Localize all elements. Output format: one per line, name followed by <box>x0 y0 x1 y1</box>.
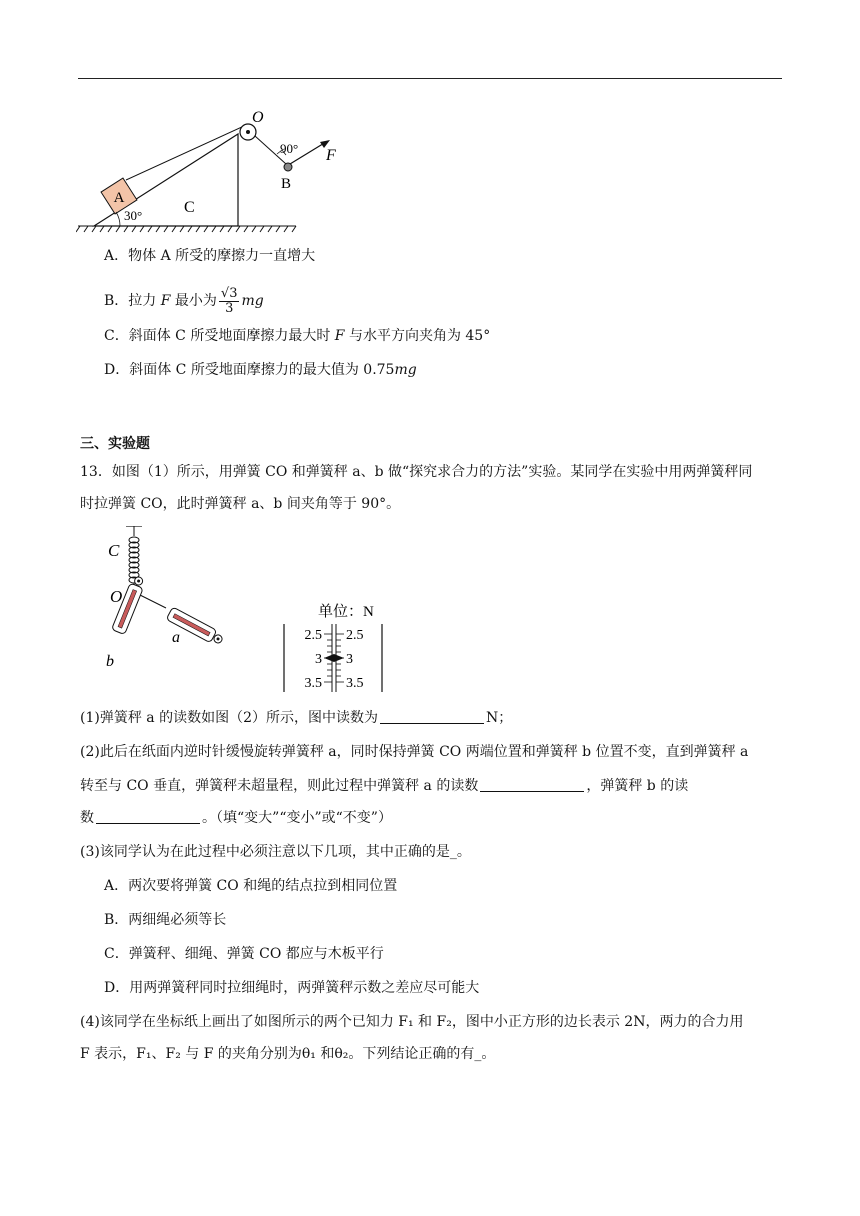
tick-right-2-5: 2.5 <box>346 628 364 643</box>
q12-option-d: D．斜面体 C 所受地面摩擦力的最大值为 0.75mg <box>104 362 417 378</box>
answer-blank-3[interactable] <box>96 809 200 824</box>
q13-sub2-line2: 转至与 CO 垂直，弹簧秤未超量程，则此过程中弹簧秤 a 的读数 ，弹簧秤 b 的读 <box>80 778 689 794</box>
incline-pulley-figure <box>76 104 376 236</box>
q13-sub4-line1: (4)该同学在坐标纸上画出了如图所示的两个已知力 F₁ 和 F₂，图中小正方形的边长表示 2N，两力的合力用 <box>80 1014 744 1030</box>
label-angle-90: 90° <box>280 141 299 156</box>
fraction-sqrt3-over-3: $\frac{√3}{3}$ <box>220 285 238 316</box>
tick-left-3-5: 3.5 <box>304 676 322 691</box>
q13-sub3-option-d: D．用两弹簧秤同时拉细绳时，两弹簧秤示数之差应尽可能大 <box>104 980 480 996</box>
tick-right-3-5: 3.5 <box>346 676 364 691</box>
pointer <box>324 654 344 662</box>
unit-label: 单位：N <box>318 604 374 620</box>
q13-sub3-option-c: C．弹簧秤、细绳、弹簧 CO 都应与木板平行 <box>104 946 384 962</box>
label-o: O <box>252 109 264 126</box>
fig1-label-a: a <box>172 629 180 646</box>
label-c: C <box>184 199 195 216</box>
label-b: B <box>281 176 292 192</box>
scale-reading-figure <box>280 600 390 696</box>
q13-sub3-stem: (3)该同学认为在此过程中必须注意以下几项，其中正确的是_。 <box>80 844 471 860</box>
ground-hatching <box>76 226 296 232</box>
spring-scales-figure <box>74 526 234 696</box>
tick-right-3: 3 <box>346 652 353 667</box>
fig1-label-b: b <box>106 653 114 670</box>
fig1-label-c: C <box>108 541 120 560</box>
q13-sub3-option-a: A．两次要将弹簧 CO 和绳的结点拉到相同位置 <box>104 878 398 894</box>
answer-blank-2[interactable] <box>480 777 584 792</box>
fig1-label-o: O <box>110 587 123 606</box>
spring-co <box>129 537 139 583</box>
q12-option-b: B．拉力 F 最小为 $\frac{√3}{3}$ mg <box>104 285 264 316</box>
q12-option-a: A．物体 A 所受的摩擦力一直增大 <box>104 248 316 264</box>
answer-blank-1[interactable] <box>380 709 484 724</box>
section-title: 三、实验题 <box>80 436 150 452</box>
q13-sub3-option-b: B．两细绳必须等长 <box>104 912 227 928</box>
q12-option-c: C．斜面体 C 所受地面摩擦力最大时 F 与水平方向夹角为 45° <box>104 328 491 344</box>
header-rule <box>78 78 782 79</box>
q13-stem-line1: 13．如图（1）所示，用弹簧 CO 和弹簧秤 a、b 做“探究求合力的方法”实验。某同学在实验中用两弹簧秤同 <box>80 464 753 480</box>
rope-a-to-pulley <box>126 126 244 180</box>
label-a: A <box>113 190 125 206</box>
tick-left-2-5: 2.5 <box>304 628 322 643</box>
label-f: F <box>326 147 336 164</box>
q13-sub2-line3: 数 。（填“变大”“变小”或“不变”） <box>80 810 392 826</box>
q13-sub1: (1)弹簧秤 a 的读数如图（2）所示，图中读数为 N； <box>80 710 513 726</box>
q13-sub4-line2: F 表示，F₁、F₂ 与 F 的夹角分别为θ₁ 和θ₂。下列结论正确的有_。 <box>80 1046 496 1062</box>
tick-left-3: 3 <box>315 652 322 667</box>
q13-stem-line2: 时拉弹簧 CO，此时弹簧秤 a、b 间夹角等于 90°。 <box>80 496 401 512</box>
q13-sub2-line1: (2)此后在纸面内逆时针缓慢旋转弹簧秤 a，同时保持弹簧 CO 两端位置和弹簧秤 b 位置不变，直到弹簧秤 a <box>80 744 749 760</box>
label-angle-30: 30° <box>124 208 143 223</box>
